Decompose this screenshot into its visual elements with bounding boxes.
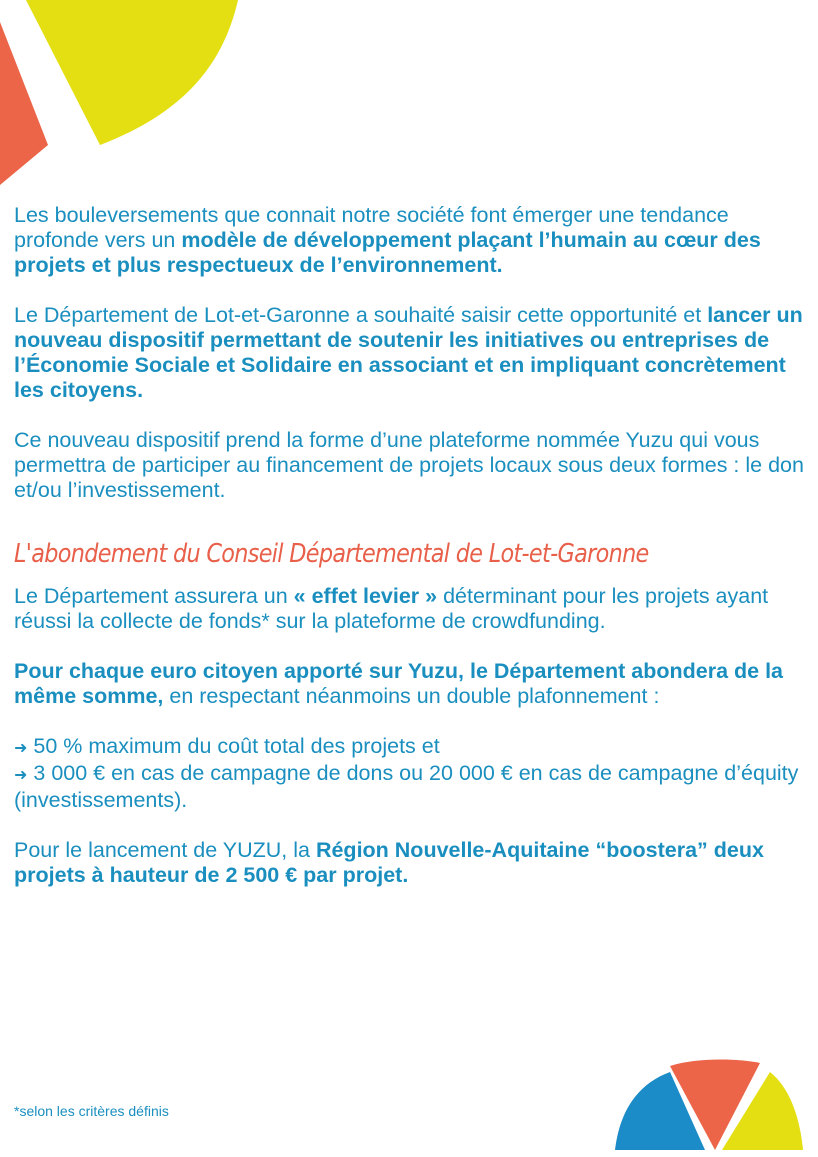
list-item: ➜ 3 000 € en cas de campagne de dons ou 20 000 € en cas de campagne d’équity (investissements). bbox=[14, 761, 799, 812]
matching-paragraph: Pour chaque euro citoyen apporté sur Yuzu, le Département abondera de la même somme, en respectant néanmoins un double plafonnement : bbox=[14, 659, 784, 708]
intro-paragraph-1: Les bouleversements que connait notre société font émerger une tendance profonde vers un modèle de développement plaçant l’humain au cœur des projets et plus respectueux de l’environnement. bbox=[14, 203, 761, 277]
main-content bbox=[14, 203, 804, 888]
yellow-slice-shape bbox=[26, 0, 238, 145]
list-item: ➜ 50 % maximum du coût total des projets et bbox=[14, 734, 440, 758]
decorative-shapes-top bbox=[0, 0, 250, 190]
orange-slice-shape bbox=[0, 22, 48, 185]
intro-paragraph-3: Ce nouveau dispositif prend la forme d’une plateforme nommée Yuzu qui vous permettra de participer au financement de projets locaux sous deux formes : le don et/ou l’investissement. bbox=[14, 428, 804, 502]
arrow-right-icon: ➜ bbox=[14, 767, 28, 784]
leverage-paragraph: Le Département assurera un « effet levier » déterminant pour les projets ayant réussi la collecte de fonds* sur la plateforme de crowdfunding. bbox=[14, 584, 769, 633]
region-paragraph: Pour le lancement de YUZU, la Région Nouvelle-Aquitaine “boostera” deux projets à hauteur de 2 500 € par projet. bbox=[14, 838, 764, 887]
decorative-shapes-bottom bbox=[610, 1058, 810, 1153]
intro-paragraph-2: Le Département de Lot-et-Garonne a souhaité saisir cette opportunité et lancer un nouveau dispositif permettant de soutenir les initiatives ou entreprises de l’Économie Sociale et Solidaire en associant et en impliquant concrètement les citoyens. bbox=[14, 303, 803, 402]
section-heading: L'abondement du Conseil Départemental de Lot-et-Garonne bbox=[14, 539, 649, 569]
arrow-right-icon: ➜ bbox=[14, 740, 28, 757]
cap-list bbox=[14, 734, 804, 813]
footnote: *selon les critères définis bbox=[14, 1103, 169, 1119]
